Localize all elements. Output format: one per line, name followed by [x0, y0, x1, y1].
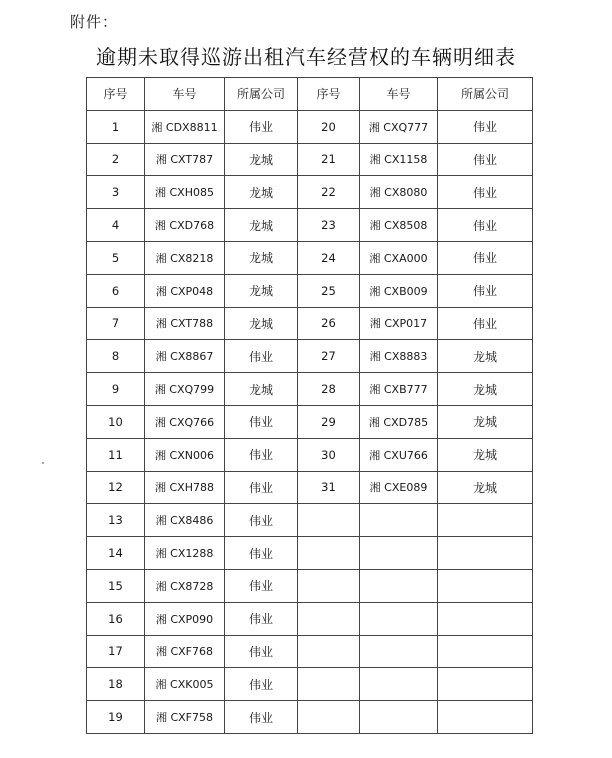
right-plate-cell: 湘 CX8508	[360, 209, 438, 242]
right-seq-cell	[298, 701, 360, 734]
table-row	[87, 635, 533, 668]
table-row	[87, 340, 533, 373]
right-plate-cell: 湘 CX8883	[360, 340, 438, 373]
scan-speck	[42, 462, 44, 464]
right-plate-cell	[360, 569, 438, 602]
right-company-cell	[438, 504, 533, 537]
left-company-cell: 伟业	[225, 701, 298, 734]
header-company-right: 所属公司	[438, 78, 533, 111]
right-seq-cell: 28	[298, 373, 360, 406]
left-plate-cell: 湘 CXT787	[145, 143, 225, 176]
right-seq-cell: 30	[298, 438, 360, 471]
table-row	[87, 209, 533, 242]
left-seq-cell: 18	[87, 668, 145, 701]
right-seq-cell	[298, 668, 360, 701]
table-row	[87, 471, 533, 504]
right-plate-cell: 湘 CXA000	[360, 241, 438, 274]
right-plate-cell	[360, 635, 438, 668]
left-seq-cell: 14	[87, 537, 145, 570]
right-plate-cell: 湘 CXQ777	[360, 110, 438, 143]
left-company-cell: 龙城	[225, 307, 298, 340]
right-company-cell: 伟业	[438, 274, 533, 307]
right-company-cell	[438, 537, 533, 570]
left-plate-cell: 湘 CXH788	[145, 471, 225, 504]
right-plate-cell	[360, 602, 438, 635]
left-seq-cell: 11	[87, 438, 145, 471]
left-company-cell: 龙城	[225, 241, 298, 274]
left-seq-cell: 10	[87, 405, 145, 438]
right-plate-cell: 湘 CXU766	[360, 438, 438, 471]
right-seq-cell: 22	[298, 176, 360, 209]
right-seq-cell	[298, 602, 360, 635]
header-plate-left: 车号	[145, 78, 225, 111]
table-row	[87, 701, 533, 734]
left-plate-cell: 湘 CX8867	[145, 340, 225, 373]
left-company-cell: 伟业	[225, 405, 298, 438]
vehicle-table	[86, 77, 533, 734]
table-row	[87, 110, 533, 143]
right-plate-cell: 湘 CXE089	[360, 471, 438, 504]
table-row	[87, 405, 533, 438]
left-plate-cell: 湘 CXQ766	[145, 405, 225, 438]
left-plate-cell: 湘 CXD768	[145, 209, 225, 242]
left-company-cell: 龙城	[225, 274, 298, 307]
table-row	[87, 438, 533, 471]
left-plate-cell: 湘 CXF768	[145, 635, 225, 668]
right-plate-cell	[360, 504, 438, 537]
right-plate-cell: 湘 CXB777	[360, 373, 438, 406]
table-row	[87, 504, 533, 537]
table-row	[87, 668, 533, 701]
right-company-cell	[438, 635, 533, 668]
left-plate-cell: 湘 CX1288	[145, 537, 225, 570]
document-title: 逾期未取得巡游出租汽车经营权的车辆明细表	[96, 45, 516, 69]
left-seq-cell: 9	[87, 373, 145, 406]
right-company-cell	[438, 668, 533, 701]
left-company-cell: 龙城	[225, 143, 298, 176]
right-seq-cell: 29	[298, 405, 360, 438]
left-seq-cell: 16	[87, 602, 145, 635]
left-company-cell: 伟业	[225, 110, 298, 143]
left-plate-cell: 湘 CXP048	[145, 274, 225, 307]
right-company-cell: 龙城	[438, 438, 533, 471]
right-seq-cell: 31	[298, 471, 360, 504]
right-plate-cell	[360, 701, 438, 734]
left-company-cell: 伟业	[225, 569, 298, 602]
table-row	[87, 307, 533, 340]
table-body	[87, 110, 533, 733]
table-row	[87, 143, 533, 176]
left-seq-cell: 3	[87, 176, 145, 209]
left-company-cell: 伟业	[225, 537, 298, 570]
table-row	[87, 602, 533, 635]
left-plate-cell: 湘 CX8728	[145, 569, 225, 602]
left-plate-cell: 湘 CXF758	[145, 701, 225, 734]
left-company-cell: 伟业	[225, 602, 298, 635]
right-seq-cell: 23	[298, 209, 360, 242]
table-row	[87, 176, 533, 209]
left-company-cell: 伟业	[225, 635, 298, 668]
left-seq-cell: 2	[87, 143, 145, 176]
right-company-cell: 龙城	[438, 405, 533, 438]
right-plate-cell: 湘 CX8080	[360, 176, 438, 209]
left-company-cell: 伟业	[225, 504, 298, 537]
left-seq-cell: 12	[87, 471, 145, 504]
left-plate-cell: 湘 CXP090	[145, 602, 225, 635]
left-seq-cell: 19	[87, 701, 145, 734]
right-plate-cell: 湘 CXB009	[360, 274, 438, 307]
right-company-cell: 伟业	[438, 176, 533, 209]
header-seq-left: 序号	[87, 78, 145, 111]
right-seq-cell	[298, 569, 360, 602]
left-company-cell: 伟业	[225, 668, 298, 701]
right-seq-cell: 20	[298, 110, 360, 143]
attachment-label: 附件：	[70, 13, 119, 31]
left-company-cell: 伟业	[225, 340, 298, 373]
right-seq-cell: 27	[298, 340, 360, 373]
left-seq-cell: 8	[87, 340, 145, 373]
left-seq-cell: 5	[87, 241, 145, 274]
right-seq-cell	[298, 537, 360, 570]
left-seq-cell: 15	[87, 569, 145, 602]
right-company-cell: 龙城	[438, 373, 533, 406]
left-company-cell: 伟业	[225, 438, 298, 471]
right-company-cell	[438, 701, 533, 734]
right-company-cell: 伟业	[438, 241, 533, 274]
table-row	[87, 373, 533, 406]
right-company-cell	[438, 602, 533, 635]
table-row	[87, 569, 533, 602]
right-company-cell: 伟业	[438, 307, 533, 340]
left-seq-cell: 1	[87, 110, 145, 143]
left-seq-cell: 13	[87, 504, 145, 537]
left-seq-cell: 6	[87, 274, 145, 307]
left-plate-cell: 湘 CX8486	[145, 504, 225, 537]
table-row	[87, 241, 533, 274]
left-plate-cell: 湘 CXT788	[145, 307, 225, 340]
table-row	[87, 274, 533, 307]
right-company-cell: 伟业	[438, 209, 533, 242]
right-plate-cell: 湘 CX1158	[360, 143, 438, 176]
left-company-cell: 龙城	[225, 209, 298, 242]
table-header-row	[87, 78, 533, 111]
right-company-cell: 伟业	[438, 110, 533, 143]
right-company-cell: 龙城	[438, 340, 533, 373]
right-plate-cell: 湘 CXP017	[360, 307, 438, 340]
right-company-cell	[438, 569, 533, 602]
right-plate-cell	[360, 668, 438, 701]
right-company-cell: 伟业	[438, 143, 533, 176]
right-seq-cell: 21	[298, 143, 360, 176]
left-seq-cell: 17	[87, 635, 145, 668]
left-company-cell: 伟业	[225, 471, 298, 504]
right-plate-cell: 湘 CXD785	[360, 405, 438, 438]
header-company-left: 所属公司	[225, 78, 298, 111]
left-plate-cell: 湘 CX8218	[145, 241, 225, 274]
right-seq-cell	[298, 635, 360, 668]
right-plate-cell	[360, 537, 438, 570]
right-seq-cell: 24	[298, 241, 360, 274]
left-company-cell: 龙城	[225, 176, 298, 209]
right-company-cell: 龙城	[438, 471, 533, 504]
header-seq-right: 序号	[298, 78, 360, 111]
left-plate-cell: 湘 CXH085	[145, 176, 225, 209]
right-seq-cell: 26	[298, 307, 360, 340]
left-plate-cell: 湘 CXN006	[145, 438, 225, 471]
left-seq-cell: 7	[87, 307, 145, 340]
left-seq-cell: 4	[87, 209, 145, 242]
table-row	[87, 537, 533, 570]
left-company-cell: 龙城	[225, 373, 298, 406]
right-seq-cell	[298, 504, 360, 537]
left-plate-cell: 湘 CDX8811	[145, 110, 225, 143]
right-seq-cell: 25	[298, 274, 360, 307]
left-plate-cell: 湘 CXQ799	[145, 373, 225, 406]
header-plate-right: 车号	[360, 78, 438, 111]
left-plate-cell: 湘 CXK005	[145, 668, 225, 701]
